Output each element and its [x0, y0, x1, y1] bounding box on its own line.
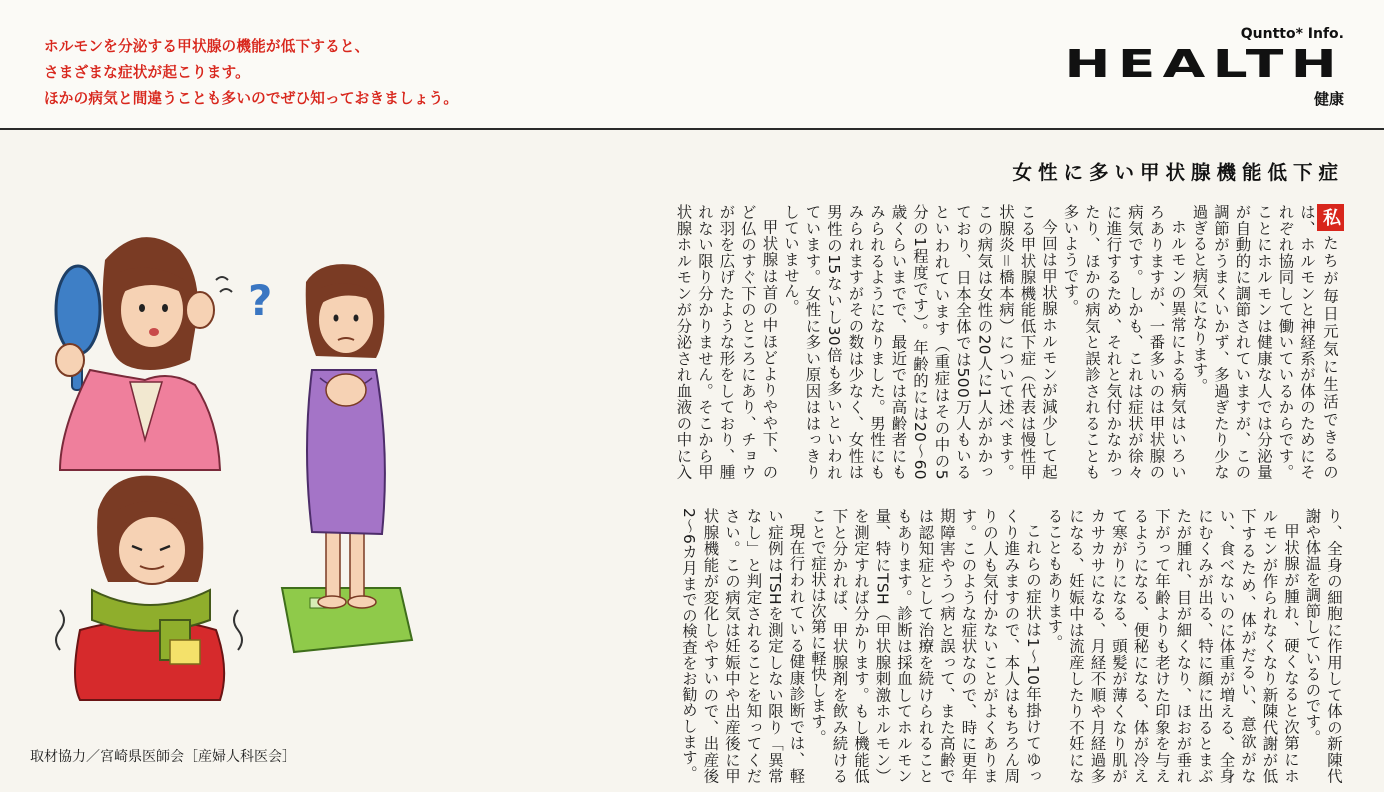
article-paragraph: [1188, 204, 1344, 480]
article-paragraph: これらの症状は1〜10年掛けてゆっくり進みますので、本人はもちろん周りの人も気付かないことがよくあります。このような症状なので、時に更年期障害やうつ病と誤って、また高齢では認知症として治療を続けられることもあります。診断は採血してホルモン量、特にTSH（甲状腺刺激ホルモン）を測定すれば分かります。もし機能低下と分かれば、甲状腺剤を飲み続けることで症状は次第に軽快します。: [809, 508, 1042, 784]
article-paragraph: 甲状腺が腫れ、硬くなると次第にホルモンが作られなくなり新陳代謝が低下するため、体がだるい、意欲がない、食べないのに体重が増える、全身にむくみが出る、特に顔に出るとまぶたが腫れ、目が細くなり、ほおが垂れ下がって年齢よりも老けた印象を与えるようになる、便秘になる、体が冷えて寒がりになる、頭髪が薄くなり肌がカサカサになる、月経不順や月経過多になる、妊娠中は流産したり不妊になることもあります。: [1045, 508, 1300, 784]
article-paragraph: 甲状腺は首の中ほどよりやや下、のど仏のすぐ下のところにあり、チョウが羽を広げたような形をしており、腫れない限り分かりません。そこから甲状腺ホルモンが分泌され血液の中に入り、全身の細胞に作用して体の新陳代謝や体温を調節しているのです。: [674, 204, 1343, 784]
lead-line: ほかの病気と間違うことも多いのでぜひ知っておきましょう。: [44, 90, 459, 107]
article-paragraph: ホルモンの異常による病気はいろいろありますが、一番多いのは甲状腺の病気です。しかも、これは症状が徐々に進行するため、それと気付かなかったり、ほかの病気と誤診されることも多いようです。: [1061, 204, 1187, 480]
woman-on-scale-figure: [282, 264, 412, 652]
paragraph-text: たちが毎日元気に生活できるのは、ホルモンと神経系が体のためにそれぞれ協同して働いているからです。ことにホルモンは健康な人では分泌量が自動的に調節されていますが、この調節がうまくいかず、多過ぎたり少な過ぎると病気になります。: [1190, 204, 1339, 480]
header-band: [0, 0, 1384, 128]
header-divider: [0, 128, 1384, 130]
question-mark-icon: ?: [248, 276, 273, 325]
woman-with-mirror-figure: [56, 237, 232, 470]
lead-line: ホルモンを分泌する甲状腺の機能が低下すると、: [44, 38, 370, 55]
lead-text: [44, 34, 458, 112]
woman-with-scarf-figure: [56, 476, 242, 700]
brand-label: Quntto* Info.: [1240, 26, 1344, 42]
lead-line: さまざまな症状が起こります。: [44, 64, 250, 81]
illustration: [20, 210, 440, 710]
article-title: 女性に多い甲状腺機能低下症: [1012, 161, 1344, 184]
article-paragraph: 現在行われている健康診断では、軽い症例はTSHを測定しない限り「異常なし」と判定されることを知ってください。この病気は妊娠中や出産後に甲状腺機能が変化しやすいので、出産後2〜6カ月までの検査をお勧めします。: [680, 508, 806, 784]
drop-char-badge: 私: [1317, 204, 1344, 231]
article-body: [454, 204, 1344, 784]
credit-line: 取材協力／宮崎県医師会［産婦人科医会］: [30, 749, 296, 765]
brand-subtitle: 健康: [1313, 90, 1344, 108]
article-paragraph: 今回は甲状腺ホルモンが減少して起こる甲状腺機能低下症（代表は慢性甲状腺炎＝橋本病）について述べます。この病気は女性の20人に1人がかかっており、日本全体では500万人もいるといわれています（重症はその中の5分の1程度です）。年齢的には20〜60歳くらいまでで、最近では高齢者にもみられるようになりました。男性にもみられますがその数は少なく、女性は男性の15ないし30倍も多いといわれています。女性に多い原因ははっきりしていません。: [782, 204, 1058, 480]
brand-logo: HEALTH: [1064, 42, 1344, 86]
